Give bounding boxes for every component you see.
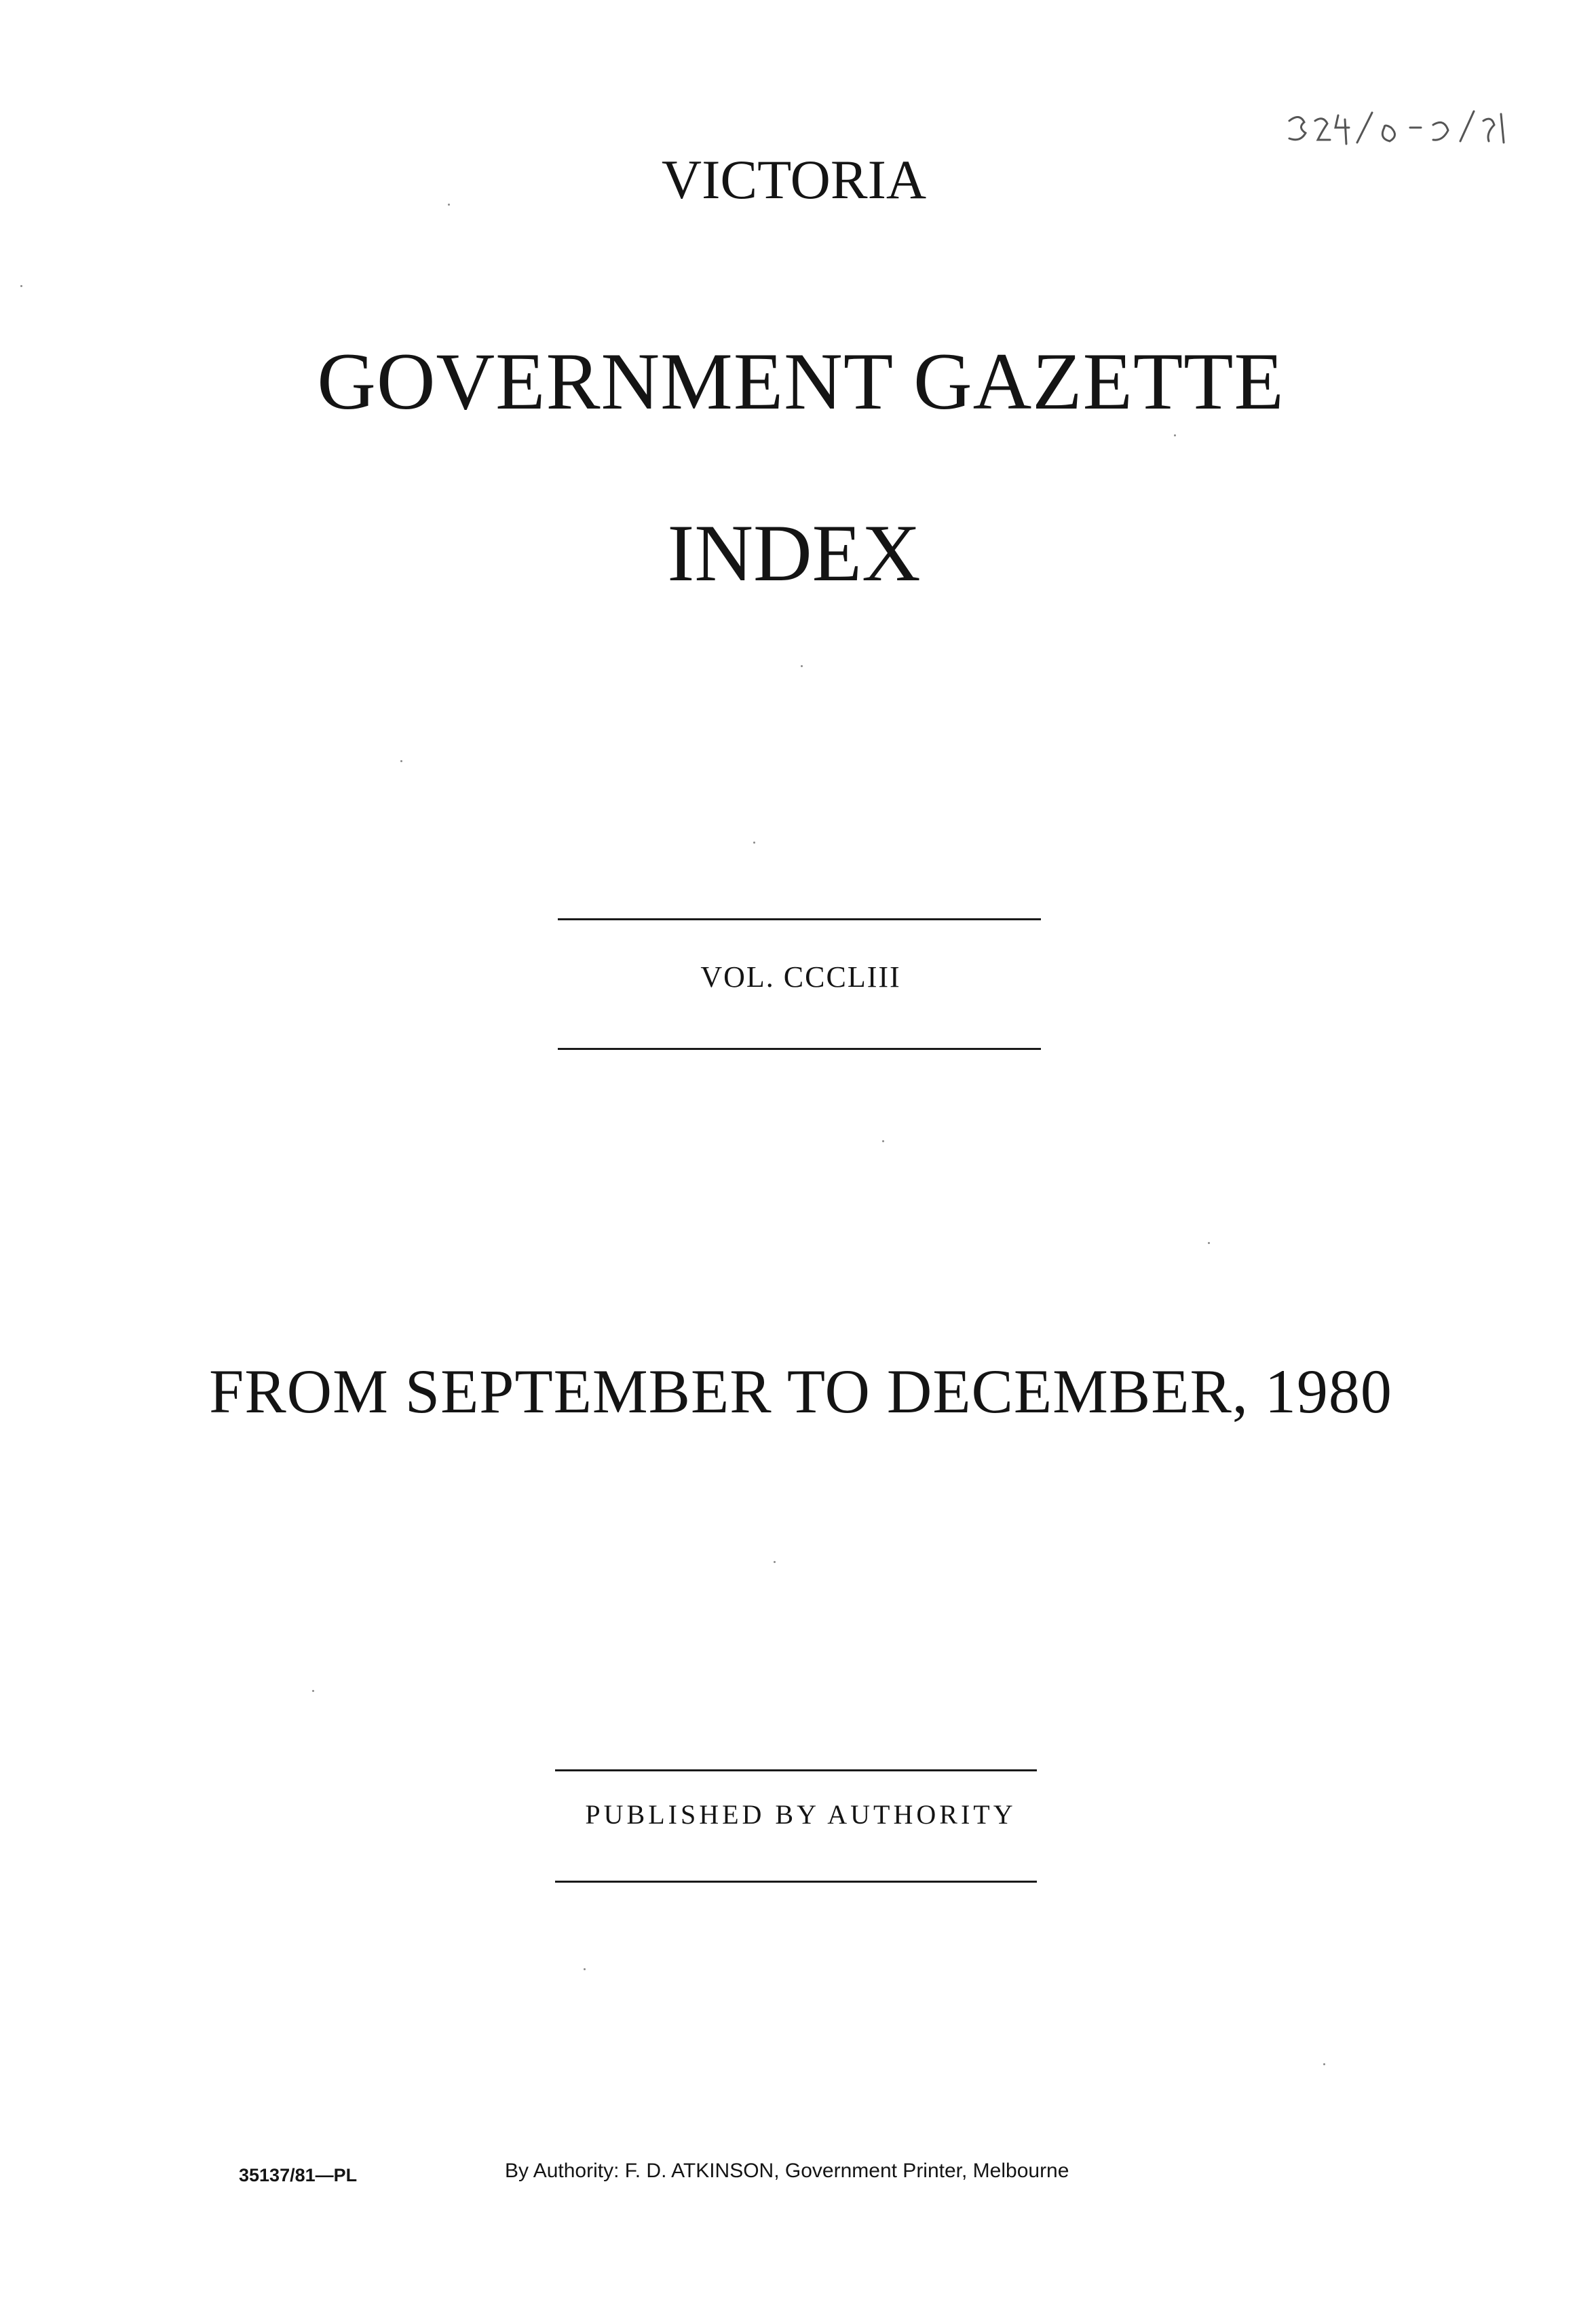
printer-imprint: By Authority: F. D. ATKINSON, Government Printer, Melbourne: [505, 2160, 1069, 2182]
index-title: INDEX: [667, 508, 921, 598]
scan-speck: [801, 665, 803, 667]
published-by-authority: PUBLISHED BY AUTHORITY: [585, 1799, 1016, 1830]
volume-number: VOL. CCCLIII: [700, 960, 901, 994]
period-heading: FROM SEPTEMBER TO DECEMBER, 1980: [209, 1357, 1392, 1426]
authority-rule-top: [555, 1769, 1037, 1771]
scan-speck: [1323, 2063, 1325, 2065]
scan-speck: [20, 285, 22, 287]
authority-rule-bottom: [555, 1881, 1037, 1883]
print-code: 35137/81—PL: [239, 2165, 358, 2185]
scan-speck: [400, 760, 402, 762]
scan-speck: [312, 1690, 314, 1692]
scan-speck: [774, 1561, 776, 1563]
scan-speck: [584, 1968, 586, 1970]
scan-speck: [1174, 434, 1176, 436]
scan-speck: [1208, 1242, 1210, 1244]
handwritten-date-annotation: [1282, 100, 1513, 162]
scan-speck: [882, 1140, 884, 1142]
state-name-heading: VICTORIA: [661, 149, 927, 210]
gazette-title: GOVERNMENT GAZETTE: [317, 336, 1285, 426]
volume-rule-top: [558, 918, 1041, 920]
volume-rule-bottom: [558, 1048, 1041, 1050]
scan-speck: [753, 842, 755, 844]
scan-speck: [448, 204, 450, 206]
